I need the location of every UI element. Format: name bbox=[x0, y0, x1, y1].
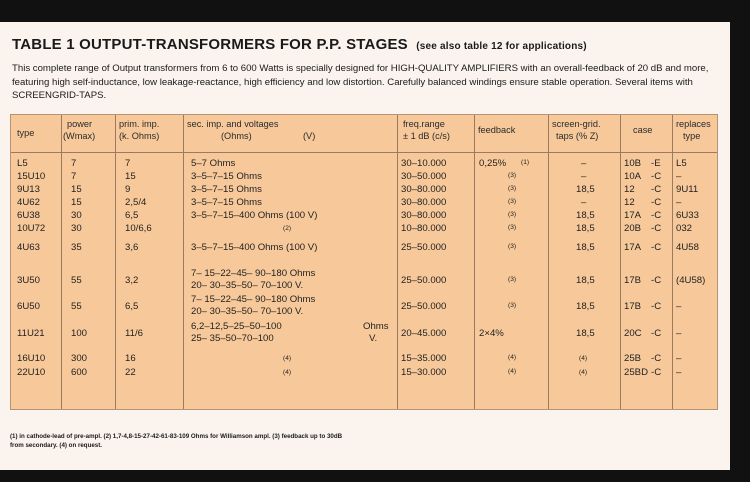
cell-feedback-note: (4) bbox=[508, 354, 517, 361]
cell-case-code: -C bbox=[651, 197, 662, 208]
cell-case-code: -C bbox=[651, 275, 662, 286]
cell-case: 17A bbox=[624, 210, 642, 221]
cell-sec-imp: (4) bbox=[283, 355, 292, 362]
cell-case: 25BD bbox=[624, 367, 648, 378]
cell-freq-range: 30–50.000 bbox=[401, 171, 447, 182]
cell-screen-taps: – bbox=[581, 197, 587, 208]
cell-type: 6U38 bbox=[17, 210, 40, 221]
cell-case: 20B bbox=[624, 223, 642, 234]
cell-prim-imp: 3,2 bbox=[125, 275, 139, 286]
cell-prim-imp: 6,5 bbox=[125, 301, 139, 312]
header-freq: freq.range bbox=[403, 119, 445, 129]
header-type: type bbox=[17, 128, 35, 138]
cell-power: 7 bbox=[71, 171, 77, 182]
transformer-table bbox=[10, 114, 718, 410]
document-page bbox=[0, 22, 730, 470]
footnote-line-1: (1) in cathode-lead of pre-ampl. (2) 1,7-4,8-15-27-42-61-83-109 Ohms for Williamson ampl. (3) feedback up to 30dB bbox=[10, 433, 343, 440]
cell-power: 7 bbox=[71, 158, 77, 169]
cell-screen-taps: 18,5 bbox=[576, 301, 595, 312]
cell-case: 12 bbox=[624, 184, 635, 195]
cell-case: 20C bbox=[624, 328, 642, 339]
cell-replaces: – bbox=[676, 301, 682, 312]
cell-prim-imp: 10/6,6 bbox=[125, 223, 152, 234]
cell-replaces: – bbox=[676, 171, 682, 182]
cell-case-code: -C bbox=[651, 242, 662, 253]
cell-sec-imp: 7– 15–22–45– 90–180 Ohms bbox=[191, 294, 316, 305]
cell-prim-imp: 15 bbox=[125, 171, 136, 182]
cell-freq-range: 15–35.000 bbox=[401, 353, 447, 364]
col-divider bbox=[672, 115, 673, 409]
cell-feedback-note: (4) bbox=[508, 368, 517, 375]
cell-feedback-note: (3) bbox=[508, 185, 517, 192]
header-replaces: replaces bbox=[676, 119, 711, 129]
cell-sec-imp: 3–5–7–15–400 Ohms (100 V) bbox=[191, 242, 318, 253]
cell-screen-taps: 18,5 bbox=[576, 223, 595, 234]
footnote-line-2: from secondary. (4) on request. bbox=[10, 442, 103, 449]
cell-case: 10B bbox=[624, 158, 642, 169]
header-feedback: feedback bbox=[478, 125, 516, 135]
cell-case-code: -C bbox=[651, 367, 662, 378]
cell-freq-range: 25–50.000 bbox=[401, 242, 447, 253]
cell-replaces: 032 bbox=[676, 223, 693, 234]
cell-screen-taps: 18,5 bbox=[576, 242, 595, 253]
cell-sec-imp: 3–5–7–15 Ohms bbox=[191, 197, 262, 208]
cell-replaces: 6U33 bbox=[676, 210, 699, 221]
cell-case: 17B bbox=[624, 275, 642, 286]
table-title-text: TABLE 1 OUTPUT-TRANSFORMERS FOR P.P. STAGES bbox=[12, 36, 408, 53]
cell-power: 30 bbox=[71, 210, 82, 221]
cell-feedback: 2×4% bbox=[479, 328, 504, 339]
cell-freq-range: 20–45.000 bbox=[401, 328, 447, 339]
header-sec-v: (V) bbox=[303, 131, 316, 141]
cell-sec-imp: 3–5–7–15–400 Ohms (100 V) bbox=[191, 210, 318, 221]
cell-case-code: -C bbox=[651, 353, 662, 364]
header-sec: sec. imp. and voltages bbox=[187, 119, 279, 129]
col-divider bbox=[183, 115, 184, 409]
cell-feedback-note: (3) bbox=[508, 302, 517, 309]
col-divider bbox=[548, 115, 549, 409]
cell-type: 11U21 bbox=[17, 328, 45, 339]
cell-replaces: – bbox=[676, 197, 682, 208]
cell-prim-imp: 7 bbox=[125, 158, 131, 169]
cell-screen-taps: – bbox=[581, 171, 587, 182]
cell-case-code: -C bbox=[651, 328, 662, 339]
cell-feedback: 0,25% bbox=[479, 158, 507, 169]
cell-replaces: 9U11 bbox=[676, 184, 699, 195]
cell-replaces: – bbox=[676, 328, 682, 339]
header-power-unit: (Wmax) bbox=[63, 131, 96, 141]
cell-case-code: -C bbox=[651, 171, 662, 182]
header-replaces-unit: type bbox=[683, 131, 701, 141]
cell-type: 3U50 bbox=[17, 275, 40, 286]
cell-feedback-note: (3) bbox=[508, 211, 517, 218]
cell-case: 12 bbox=[624, 197, 635, 208]
cell-screen-taps: 18,5 bbox=[576, 275, 595, 286]
cell-freq-range: 15–30.000 bbox=[401, 367, 447, 378]
cell-feedback-note: (3) bbox=[508, 243, 517, 250]
cell-sec-imp: 3–5–7–15 Ohms bbox=[191, 171, 262, 182]
cell-prim-imp: 11/6 bbox=[125, 328, 143, 339]
cell-freq-range: 30–10.000 bbox=[401, 158, 447, 169]
cell-sec-volt: 20– 30–35–50– 70–100 V. bbox=[191, 306, 304, 317]
cell-sec-volt-unit: V. bbox=[369, 333, 378, 344]
cell-screen-taps: – bbox=[581, 158, 587, 169]
cell-feedback-note: (3) bbox=[508, 224, 517, 231]
header-prim: prim. imp. bbox=[119, 119, 160, 129]
cell-case: 25B bbox=[624, 353, 642, 364]
cell-feedback-note: (3) bbox=[508, 276, 517, 283]
cell-power: 300 bbox=[71, 353, 88, 364]
cell-feedback-note: (1) bbox=[521, 159, 530, 166]
cell-power: 35 bbox=[71, 242, 82, 253]
cell-freq-range: 30–80.000 bbox=[401, 184, 447, 195]
cell-case: 10A bbox=[624, 171, 642, 182]
cell-type: 10U72 bbox=[17, 223, 46, 234]
intro-paragraph: This complete range of Output transformers from 6 to 600 Watts is specially designed for HIGH-QUALITY AMPLIFIERS with an overall-feedback of 20 dB and more, featuring high self-inductance, low leakage-reactance, high efficiency and low distortion. Carefully balanced windings ensure stable operation. Several items with SCREENGRID-TAPS. bbox=[12, 63, 709, 101]
header-freq-unit: ± 1 dB (c/s) bbox=[403, 131, 450, 141]
cell-power: 100 bbox=[71, 328, 88, 339]
cell-sec-imp: 5–7 Ohms bbox=[191, 158, 236, 169]
cell-sec-volt: 20– 30–35–50– 70–100 V. bbox=[191, 280, 304, 291]
col-divider bbox=[61, 115, 62, 409]
header-screen-unit: taps (% Z) bbox=[556, 131, 599, 141]
cell-screen-taps: 18,5 bbox=[576, 184, 595, 195]
cell-sec-imp-unit: Ohms bbox=[363, 321, 389, 332]
cell-sec-imp: 7– 15–22–45– 90–180 Ohms bbox=[191, 268, 316, 279]
cell-replaces: (4U58) bbox=[676, 275, 706, 286]
cell-freq-range: 30–80.000 bbox=[401, 210, 447, 221]
cell-freq-range: 30–80.000 bbox=[401, 197, 447, 208]
cell-prim-imp: 16 bbox=[125, 353, 136, 364]
cell-freq-range: 25–50.000 bbox=[401, 275, 447, 286]
cell-type: 4U62 bbox=[17, 197, 40, 208]
cell-screen-taps: (4) bbox=[579, 369, 588, 376]
cell-type: 6U50 bbox=[17, 301, 40, 312]
cell-case: 17B bbox=[624, 301, 642, 312]
cell-type: 4U63 bbox=[17, 242, 40, 253]
header-power: power bbox=[67, 119, 93, 129]
cell-screen-taps: 18,5 bbox=[576, 328, 595, 339]
cell-power: 15 bbox=[71, 197, 82, 208]
header-screen: screen-grid. bbox=[552, 119, 601, 129]
cell-freq-range: 10–80.000 bbox=[401, 223, 447, 234]
cell-type: 9U13 bbox=[17, 184, 40, 195]
cell-case-code: -C bbox=[651, 210, 662, 221]
table-title bbox=[12, 36, 587, 53]
header-sec-ohms: (Ohms) bbox=[221, 131, 252, 141]
cell-prim-imp: 9 bbox=[125, 184, 131, 195]
col-divider bbox=[397, 115, 398, 409]
cell-type: 15U10 bbox=[17, 171, 46, 182]
cell-screen-taps: (4) bbox=[579, 355, 588, 362]
cell-freq-range: 25–50.000 bbox=[401, 301, 447, 312]
header-case: case bbox=[633, 125, 653, 135]
cell-screen-taps: 18,5 bbox=[576, 210, 595, 221]
cell-type: 22U10 bbox=[17, 367, 46, 378]
col-divider bbox=[474, 115, 475, 409]
cell-sec-imp: (4) bbox=[283, 369, 292, 376]
cell-sec-imp: (2) bbox=[283, 225, 292, 232]
table-header bbox=[11, 115, 717, 153]
cell-power: 15 bbox=[71, 184, 82, 195]
cell-sec-imp: 3–5–7–15 Ohms bbox=[191, 184, 262, 195]
cell-prim-imp: 22 bbox=[125, 367, 136, 378]
cell-sec-volt: 25– 35–50–70–100 bbox=[191, 333, 274, 344]
cell-power: 600 bbox=[71, 367, 88, 378]
cell-feedback-note: (3) bbox=[508, 172, 517, 179]
footnotes bbox=[10, 432, 555, 450]
cell-case-code: -C bbox=[651, 223, 662, 234]
cell-prim-imp: 2,5/4 bbox=[125, 197, 147, 208]
cell-sec-imp: 6,2–12,5–25–50–100 bbox=[191, 321, 282, 332]
cell-power: 30 bbox=[71, 223, 82, 234]
table-title-note: (see also table 12 for applications) bbox=[416, 41, 587, 52]
cell-type: L5 bbox=[17, 158, 28, 169]
cell-prim-imp: 3,6 bbox=[125, 242, 139, 253]
cell-type: 16U10 bbox=[17, 353, 46, 364]
col-divider bbox=[115, 115, 116, 409]
header-prim-unit: (k. Ohms) bbox=[119, 131, 160, 141]
cell-replaces: 4U58 bbox=[676, 242, 699, 253]
cell-power: 55 bbox=[71, 275, 82, 286]
cell-case: 17A bbox=[624, 242, 642, 253]
cell-feedback-note: (3) bbox=[508, 198, 517, 205]
col-divider bbox=[620, 115, 621, 409]
cell-case-code: -C bbox=[651, 301, 662, 312]
cell-prim-imp: 6,5 bbox=[125, 210, 139, 221]
cell-replaces: – bbox=[676, 353, 682, 364]
cell-case-code: -C bbox=[651, 184, 662, 195]
cell-power: 55 bbox=[71, 301, 82, 312]
cell-replaces: L5 bbox=[676, 158, 687, 169]
cell-case-code: -E bbox=[651, 158, 661, 169]
cell-replaces: – bbox=[676, 367, 682, 378]
